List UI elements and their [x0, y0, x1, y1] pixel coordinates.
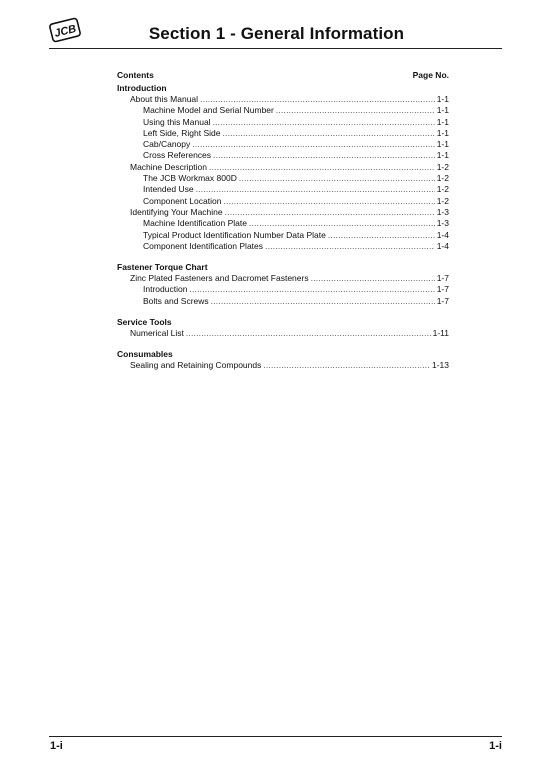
toc-header: [117, 70, 449, 82]
toc-entry-label: Cab/Canopy: [143, 139, 191, 150]
toc-entry-page: 1-1: [436, 116, 449, 127]
toc-section: [117, 316, 449, 339]
toc-entry[interactable]: [117, 117, 449, 128]
toc-sections: [117, 82, 449, 372]
toc-entry-label: Numerical List: [130, 328, 184, 339]
toc-entry-page: 1-3: [436, 218, 449, 229]
toc-leader-dots: [213, 117, 435, 128]
toc-entry-label: Left Side, Right Side: [143, 127, 221, 138]
toc-entry-label: Component Location: [143, 195, 222, 206]
toc-entry-label: Sealing and Retaining Compounds: [130, 360, 262, 371]
toc-entry[interactable]: [117, 328, 449, 339]
toc-entry-label: Component Identification Plates: [143, 240, 264, 251]
page-title: Section 1 - General Information: [148, 24, 405, 43]
header-rule: [49, 48, 502, 49]
toc-entry-page: 1-7: [436, 273, 449, 284]
toc-entry-page: 1-2: [436, 195, 449, 206]
toc-entry[interactable]: [117, 139, 449, 150]
toc-entry-page: 1-11: [432, 328, 449, 339]
toc-entry-page: 1-2: [436, 173, 449, 184]
toc-entry-label: Typical Product Identification Number Data Plate: [143, 229, 326, 240]
footer-page-number-left: 1-i: [50, 740, 63, 752]
toc-entry[interactable]: [117, 94, 449, 105]
toc-entry[interactable]: [117, 296, 449, 307]
toc-section: [117, 82, 449, 252]
toc-section-title: Service Tools: [117, 317, 172, 328]
toc-entry-page: 1-1: [436, 105, 449, 116]
toc-entry[interactable]: [117, 207, 449, 218]
toc-entry[interactable]: [117, 173, 449, 184]
toc-entry[interactable]: [117, 284, 449, 295]
toc-entry[interactable]: [117, 184, 449, 195]
toc-entry[interactable]: [117, 230, 449, 241]
toc-leader-dots: [311, 273, 435, 284]
toc-entry-label: The JCB Workmax 800D: [143, 173, 237, 184]
toc-leader-dots: [211, 296, 435, 307]
toc-entry-page: 1-4: [436, 240, 449, 251]
toc-entry-page: 1-2: [436, 161, 449, 172]
contents-label: Contents: [117, 70, 154, 80]
toc-section-title: Fastener Torque Chart: [117, 262, 208, 273]
toc-entry[interactable]: [117, 273, 449, 284]
toc-entry-label: Using this Manual: [143, 116, 211, 127]
toc-entry[interactable]: [117, 241, 449, 252]
toc-leader-dots: [196, 184, 435, 195]
toc-entry[interactable]: [117, 128, 449, 139]
toc-leader-dots: [189, 284, 434, 295]
toc-entry-page: 1-1: [436, 127, 449, 138]
toc-entry-page: 1-2: [436, 184, 449, 195]
toc-entry-label: Machine Model and Serial Number: [143, 105, 274, 116]
toc-section: [117, 261, 449, 307]
toc-entry-label: Machine Description: [130, 161, 208, 172]
toc-entry-label: Intended Use: [143, 184, 194, 195]
toc-entry[interactable]: [117, 218, 449, 229]
toc-leader-dots: [200, 94, 435, 105]
svg-text:JCB: JCB: [53, 22, 78, 40]
toc-entry[interactable]: [117, 162, 449, 173]
toc-leader-dots: [239, 173, 435, 184]
toc-leader-dots: [263, 360, 430, 371]
toc-entry-page: 1-7: [436, 284, 449, 295]
footer-page-number-right: 1-i: [489, 740, 502, 752]
page-no-label: Page No.: [412, 70, 449, 80]
toc-entry-label: Introduction: [143, 284, 188, 295]
toc-entry-label: Machine Identification Plate: [143, 218, 247, 229]
toc-entry-label: Identifying Your Machine: [130, 206, 223, 217]
footer-rule: [49, 736, 502, 737]
toc-entry-page: 1-3: [436, 206, 449, 217]
toc-entry[interactable]: [117, 105, 449, 116]
toc-entry-page: 1-13: [431, 360, 449, 371]
toc-leader-dots: [328, 230, 435, 241]
toc-leader-dots: [213, 150, 435, 161]
table-of-contents: [117, 70, 449, 381]
toc-entry-page: 1-1: [436, 150, 449, 161]
toc-entry-page: 1-1: [436, 94, 449, 104]
toc-leader-dots: [249, 218, 435, 229]
toc-entry-page: 1-7: [436, 295, 449, 306]
toc-entry[interactable]: [117, 150, 449, 161]
toc-leader-dots: [209, 162, 435, 173]
toc-entry-label: Bolts and Screws: [143, 295, 209, 306]
toc-entry-label: Zinc Plated Fasteners and Dacromet Fasteners: [130, 273, 309, 284]
toc-section-title: Introduction: [117, 83, 167, 93]
toc-section: [117, 348, 449, 371]
toc-leader-dots: [276, 105, 435, 116]
toc-entry[interactable]: [117, 360, 449, 371]
toc-entry-label: About this Manual: [130, 94, 199, 104]
toc-leader-dots: [192, 139, 434, 150]
toc-leader-dots: [223, 196, 434, 207]
toc-leader-dots: [186, 328, 431, 339]
toc-entry-page: 1-4: [436, 229, 449, 240]
toc-leader-dots: [223, 128, 435, 139]
toc-entry-page: 1-1: [436, 139, 449, 150]
toc-entry[interactable]: [117, 196, 449, 207]
toc-section-title: Consumables: [117, 349, 173, 360]
toc-entry-label: Cross References: [143, 150, 212, 161]
toc-leader-dots: [265, 241, 435, 252]
toc-leader-dots: [225, 207, 435, 218]
